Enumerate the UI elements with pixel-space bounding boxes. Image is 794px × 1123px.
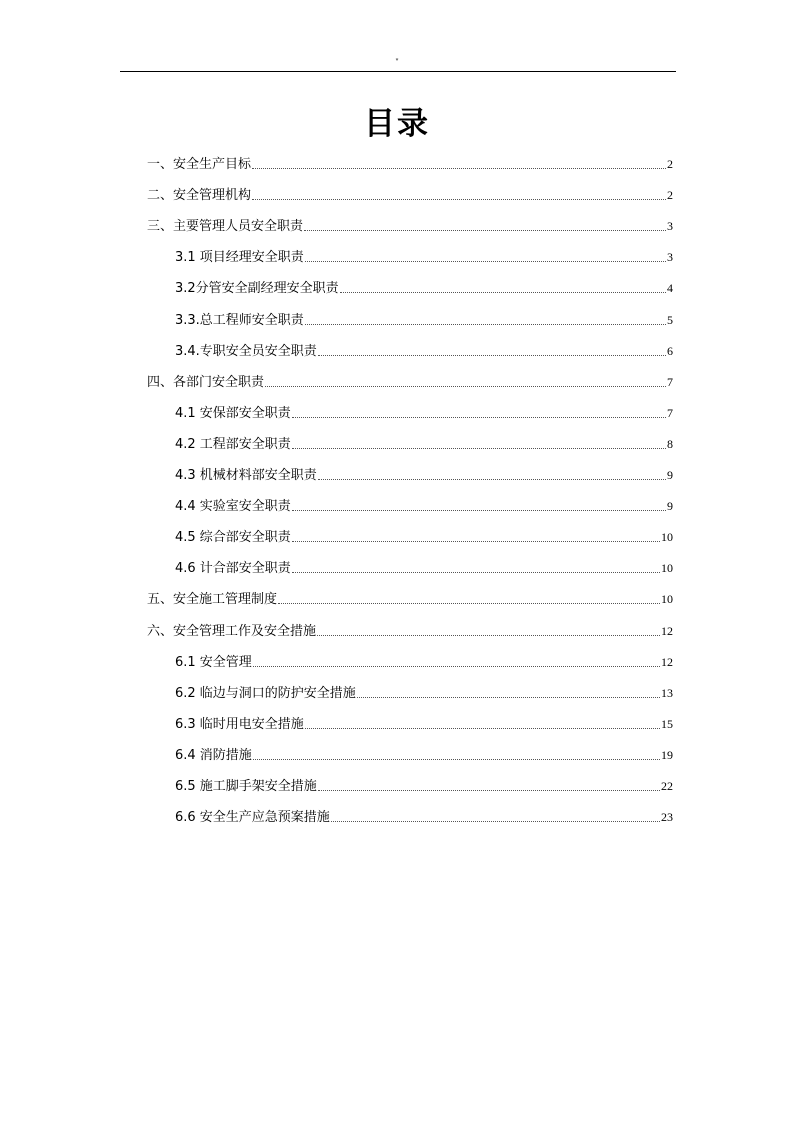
toc-entry[interactable]: [175, 336, 673, 360]
toc-dot-leader: [252, 168, 666, 169]
toc-entry-label: 6.3 临时用电安全措施: [175, 716, 304, 732]
toc-entry-label: 4.2 工程部安全职责: [175, 436, 291, 452]
toc-page-number: 2: [667, 157, 673, 171]
toc-dot-leader: [292, 448, 666, 449]
toc-title: 目录: [364, 106, 430, 142]
toc-page-number: 2: [667, 188, 673, 203]
toc-dot-leader: [305, 728, 660, 729]
toc-entry-label: 4.5 综合部安全职责: [175, 530, 291, 546]
toc-dot-leader: [318, 479, 666, 480]
toc-entry-label: 4.1 安保部安全职责: [175, 405, 291, 421]
toc-entry[interactable]: [175, 647, 673, 671]
toc-entry-label: 3.3.总工程师安全职责: [175, 312, 304, 328]
toc-entry-label: 6.2 临边与洞口的防护安全措施: [175, 685, 356, 701]
toc-entry[interactable]: [175, 740, 673, 764]
toc-entry-label: 六、安全管理工作及安全措施: [147, 623, 317, 639]
toc-entry[interactable]: [175, 429, 673, 453]
toc-dot-leader: [357, 697, 660, 698]
toc-page-number: 3: [667, 250, 673, 265]
toc-page-number: 12: [661, 623, 673, 638]
toc-entry[interactable]: [175, 273, 673, 297]
toc-dot-leader: [252, 199, 666, 200]
toc-entry[interactable]: [175, 802, 673, 826]
toc-entry-label: 五、安全施工管理制度: [147, 592, 278, 608]
toc-dot-leader: [292, 541, 660, 542]
toc-entry-label: 四、各部门安全职责: [147, 374, 265, 390]
toc-dot-leader: [253, 759, 660, 760]
toc-entry[interactable]: [147, 180, 673, 204]
toc-entry[interactable]: [175, 771, 673, 795]
toc-entry-label: 一、安全生产目标: [147, 157, 252, 172]
toc-dot-leader: [318, 790, 660, 791]
toc-page-number: 23: [661, 810, 673, 825]
toc-entry-label: 4.4 实验室安全职责: [175, 499, 291, 515]
toc-entry-label: 3.4.专职安全员安全职责: [175, 343, 317, 359]
toc-entry-label: 6.1 安全管理: [175, 654, 252, 670]
toc-entry[interactable]: [147, 367, 673, 391]
toc-dot-leader: [253, 666, 660, 667]
header-rule: [120, 71, 676, 72]
toc-entry[interactable]: [147, 616, 673, 640]
toc-entry[interactable]: [175, 460, 673, 484]
toc-page-number: 22: [661, 779, 673, 793]
toc-entry-label: 6.4 消防措施: [175, 747, 252, 763]
toc-page-number: 10: [661, 561, 673, 576]
toc-dot-leader: [292, 572, 660, 573]
toc-entry-label: 6.5 施工脚手架安全措施: [175, 779, 317, 794]
toc-dot-leader: [331, 821, 660, 822]
toc-entry[interactable]: [175, 305, 673, 329]
toc-entry-label: 3.1 项目经理安全职责: [175, 250, 304, 266]
toc-entry[interactable]: [175, 553, 673, 577]
toc-page-number: 3: [667, 219, 673, 234]
toc-dot-leader: [278, 603, 660, 604]
toc-page-number: 15: [661, 716, 673, 731]
toc-page-number: 9: [667, 499, 673, 514]
header-mark: ": [395, 57, 399, 66]
toc-page-number: 10: [661, 530, 673, 545]
toc-page-number: 10: [661, 592, 673, 607]
toc-entry-label: 3.2分管安全副经理安全职责: [175, 281, 339, 297]
toc-entry-label: 6.6 安全生产应急预案措施: [175, 810, 330, 826]
toc-page-number: 13: [661, 685, 673, 700]
toc-dot-leader: [304, 230, 666, 231]
toc-page-number: 19: [661, 747, 673, 762]
toc-dot-leader: [292, 510, 666, 511]
toc-entry[interactable]: [175, 522, 673, 546]
toc-entry[interactable]: [175, 678, 673, 702]
toc-page-number: 12: [661, 654, 673, 669]
toc-dot-leader: [292, 417, 666, 418]
toc-page-number: 8: [667, 436, 673, 451]
toc-entry-label: 4.6 计合部安全职责: [175, 561, 291, 577]
toc-entry-label: 二、安全管理机构: [147, 188, 252, 204]
toc-dot-leader: [340, 292, 666, 293]
toc-dot-leader: [318, 355, 666, 356]
toc-entry[interactable]: [175, 709, 673, 733]
toc-page-number: 6: [667, 343, 673, 358]
toc-dot-leader: [305, 261, 666, 262]
toc-dot-leader: [265, 386, 666, 387]
toc-page-number: 4: [667, 281, 673, 296]
toc-entry[interactable]: [175, 242, 673, 266]
toc-dot-leader: [305, 324, 666, 325]
toc-entry-label: 4.3 机械材料部安全职责: [175, 468, 317, 483]
toc-page-number: 7: [667, 405, 673, 420]
toc-page-number: 9: [667, 468, 673, 482]
toc-entry[interactable]: [175, 398, 673, 422]
toc-entry[interactable]: [147, 149, 673, 173]
toc-page-number: 5: [667, 312, 673, 327]
toc-page-number: 7: [667, 374, 673, 389]
toc-dot-leader: [317, 635, 660, 636]
toc-entry-label: 三、主要管理人员安全职责: [147, 219, 304, 235]
toc-entry[interactable]: [147, 584, 673, 608]
toc-entry[interactable]: [147, 211, 673, 235]
toc-entry[interactable]: [175, 491, 673, 515]
